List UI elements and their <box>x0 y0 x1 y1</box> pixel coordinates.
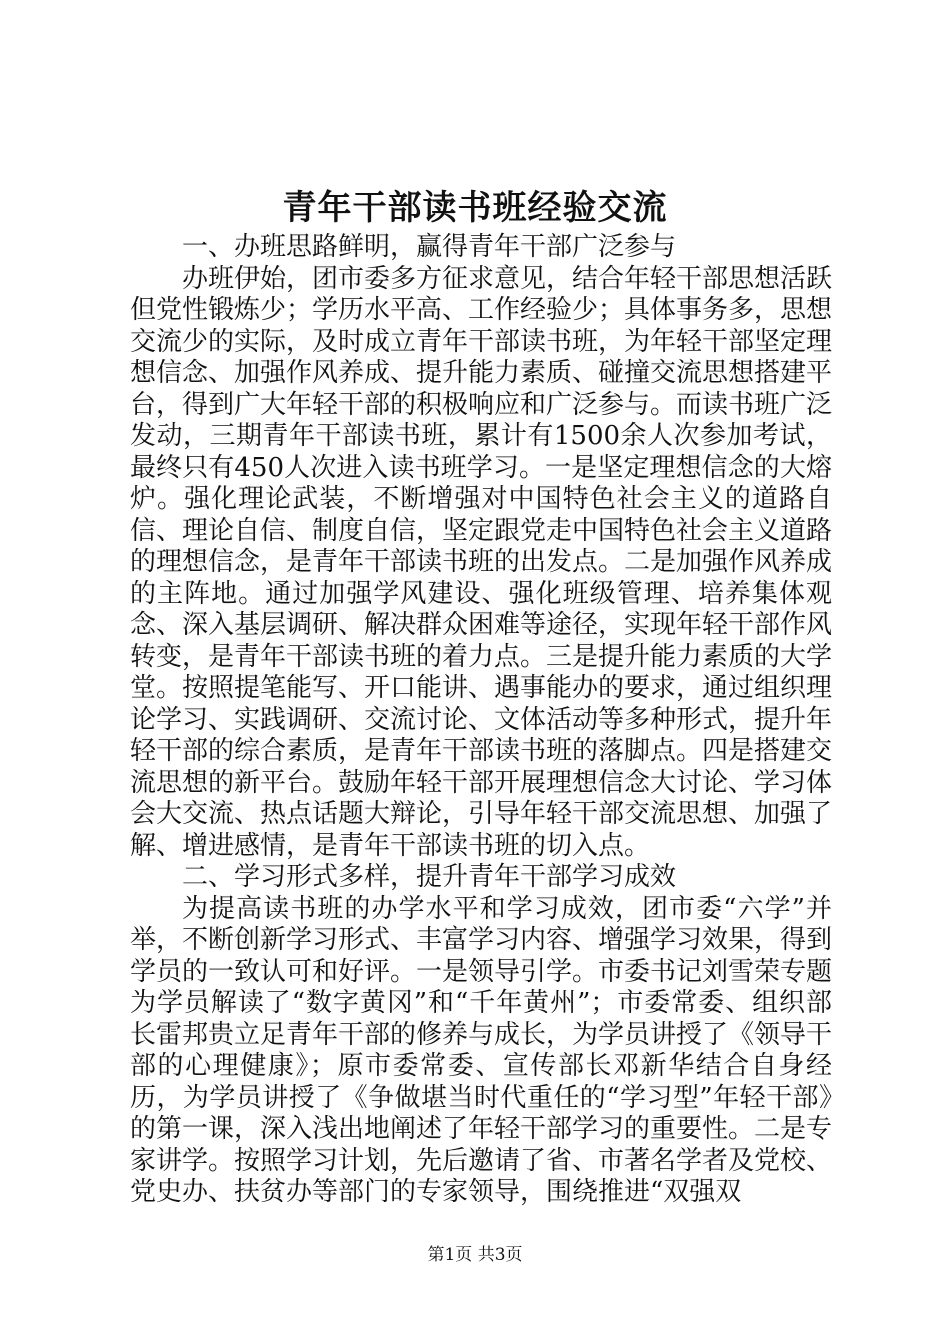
section-paragraph-2: 为提高读书班的办学水平和学习成效，团市委“六学”并举，不断创新学习形式、丰富学习内容、增强学习效果，得到学员的一致认可和好评。一是领导引学。市委书记刘雪荣专题为学员解读了“数字黄冈”和“千年黄州”；市委常委、组织部长雷邦贵立足青年干部的修养与成长，为学员讲授了《领导干部的心理健康》；原市委常委、宣传部长邓新华结合自身经历，为学员讲授了《争做堪当时代重任的“学习型”年轻干部》的第一课，深入浅出地阐述了年轻干部学习的重要性。二是专家讲学。按照学习计划，先后邀请了省、市著名学者及党校、党史办、扶贫办等部门的专家领导，围绕推进“双强双 <box>130 893 833 1207</box>
document-body <box>130 232 832 1209</box>
section-heading-1: 一、办班思路鲜明，赢得青年干部广泛参与 <box>182 232 677 262</box>
document-title: 青年干部读书班经验交流 <box>282 188 668 228</box>
section-paragraph-1: 办班伊始，团市委多方征求意见，结合年轻干部思想活跃但党性锻炼少；学历水平高、工作经验少；具体事务多，思想交流少的实际，及时成立青年干部读书班，为年轻干部坚定理想信念、加强作风养成、提升能力素质、碰撞交流思想搭建平台，得到广大年轻干部的积极响应和广泛参与。而读书班广泛发动，三期青年干部读书班，累计有1500余人次参加考试，最终只有450人次进入读书班学习。一是坚定理想信念的大熔炉。强化理论武装，不断增强对中国特色社会主义的道路自信、理论自信、制度自信，坚定跟党走中国特色社会主义道路的理想信念，是青年干部读书班的出发点。二是加强作风养成的主阵地。通过加强学风建设、强化班级管理、培养集体观念、深入基层调研、解决群众困难等途径，实现年轻干部作风转变，是青年干部读书班的着力点。三是提升能力素质的大学堂。按照提笔能写、开口能讲、遇事能办的要求，通过组织理论学习、实践调研、交流讨论、文体活动等多种形式，提升年轻干部的综合素质，是青年干部读书班的落脚点。四是搭建交流思想的新平台。鼓励年轻干部开展理想信念大讨论、学习体会大交流、热点话题大辩论，引导年轻干部交流思想、加强了解、增进感情，是青年干部读书班的切入点。 <box>130 263 833 861</box>
page-footer: 第1页 共3页 <box>427 1245 523 1265</box>
section-heading-2: 二、学习形式多样，提升青年干部学习成效 <box>182 862 677 892</box>
